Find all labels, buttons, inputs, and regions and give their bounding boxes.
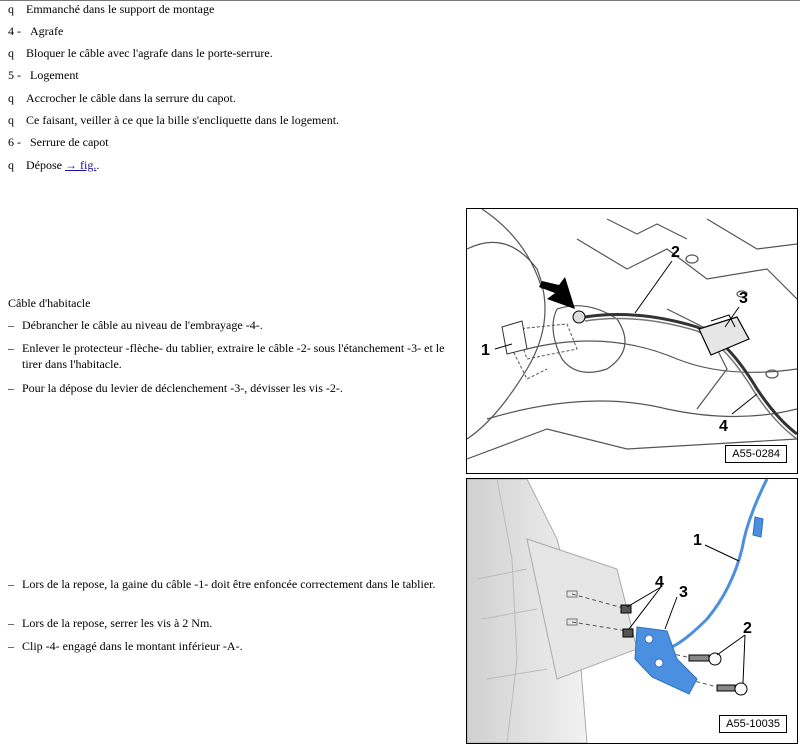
depose-line: q Dépose → fig..	[8, 158, 100, 172]
callout-3: 3	[739, 290, 748, 307]
list-item: 5 - Logement	[8, 68, 79, 82]
step-item: – Lors de la repose, la gaine du câble -1- doit être enfoncée correctement dans le tablier.	[8, 577, 436, 591]
callout-4: 4	[719, 418, 728, 435]
list-item: q Ce faisant, veiller à ce que la bille s'encliquette dans le logement.	[8, 113, 340, 127]
callout-4: 4	[655, 574, 664, 591]
step-item: – Débrancher le câble au niveau de l'embrayage -4-.	[8, 318, 263, 332]
list-item: 4 - Agrafe	[8, 24, 64, 38]
callout-1: 1	[481, 342, 490, 359]
figure-ref: A55-10035	[719, 715, 787, 733]
section-title: Câble d'habitacle	[8, 296, 91, 310]
list-item: 6 - Serrure de capot	[8, 135, 109, 149]
list-item: q Accrocher le câble dans la serrure du capot.	[8, 91, 236, 105]
figure-ref: A55-0284	[725, 445, 787, 463]
list-item: q Bloquer le câble avec l'agrafe dans le porte-serrure.	[8, 46, 273, 60]
top-divider	[0, 0, 800, 1]
figure-release-lever	[466, 478, 798, 744]
callout-2: 2	[671, 244, 680, 261]
callout-1: 1	[693, 532, 702, 549]
step-item: – Enlever le protecteur -flèche- du tablier, extraire le câble -2- sous l'étanchement -3- et le tirer dans l'habitacle.	[8, 341, 445, 371]
step-item: – Lors de la repose, serrer les vis à 2 Nm.	[8, 616, 213, 630]
callout-3: 3	[679, 584, 688, 601]
fig-link[interactable]: → fig.	[65, 158, 97, 172]
callout-2: 2	[743, 620, 752, 637]
list-item: q Emmanché dans le support de montage	[8, 2, 215, 16]
step-item: – Pour la dépose du levier de déclenchement -3-, dévisser les vis -2-.	[8, 381, 343, 395]
step-item: – Clip -4- engagé dans le montant inférieur -A-.	[8, 639, 243, 653]
figure-cable-removal	[466, 208, 798, 474]
